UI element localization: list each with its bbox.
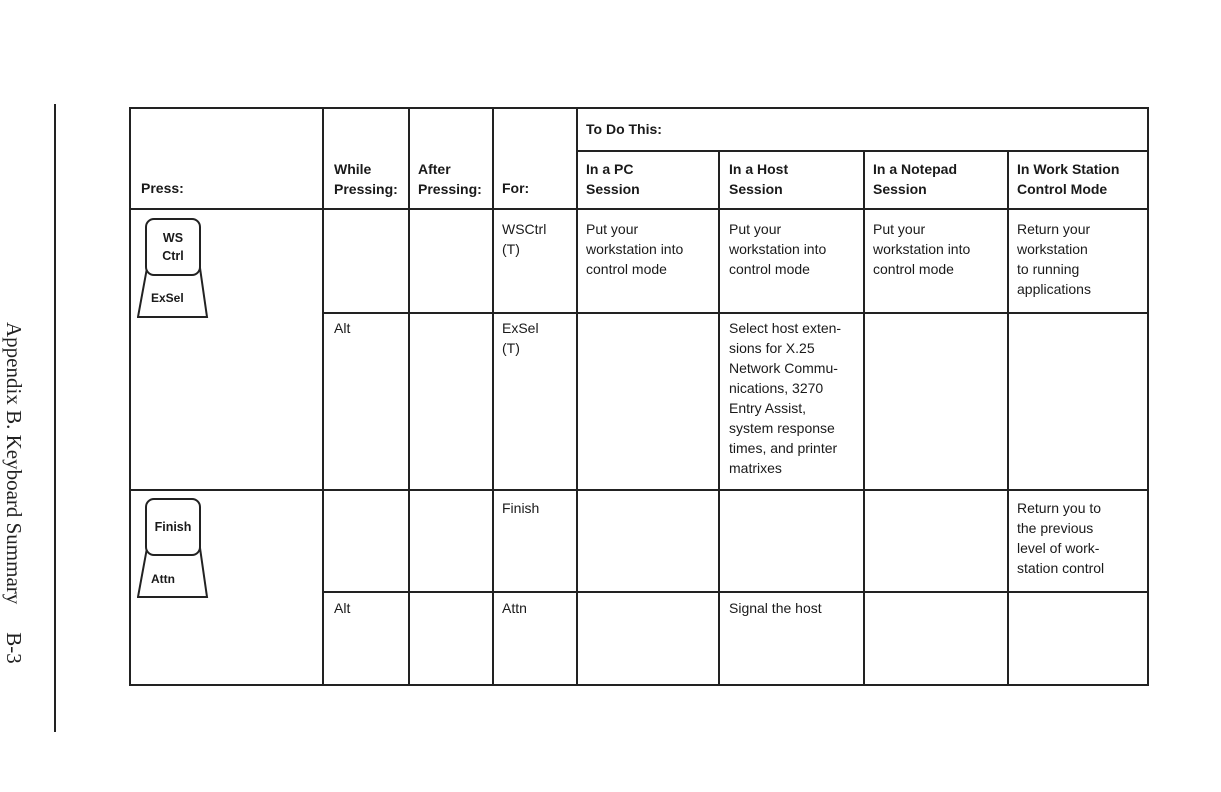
row2-for: ExSel (T) [502, 320, 539, 356]
col-divider [718, 151, 720, 684]
todo-header: To Do This: [586, 121, 662, 137]
row-divider [576, 150, 1147, 152]
row1-notepad: Put your workstation into control mode [873, 221, 971, 277]
row-divider [322, 312, 1147, 314]
col-divider [1007, 151, 1009, 684]
finish-key: Finish [145, 498, 201, 556]
row3-for: Finish [502, 500, 540, 516]
header-press: Press: [141, 180, 184, 196]
running-head-title: Appendix B. Keyboard Summary [2, 322, 26, 605]
side-rule [54, 104, 56, 732]
row1-ws: Return your workstation to running applications [1017, 221, 1091, 297]
row1-for: WSCtrl (T) [502, 221, 547, 257]
col-divider [408, 109, 410, 684]
header-notepad-session: In a Notepad Session [873, 161, 958, 197]
row-divider [131, 489, 1147, 491]
row1-host: Put your workstation into control mode [729, 221, 827, 277]
header-after-pressing: After Pressing: [418, 161, 482, 197]
col-divider [576, 109, 578, 684]
exsel-key-label: ExSel [151, 291, 184, 305]
col-divider [863, 151, 865, 684]
header-for: For: [502, 180, 530, 196]
col-divider [492, 109, 494, 684]
row4-while: Alt [334, 600, 351, 616]
attn-key-label: Attn [151, 572, 175, 586]
row2-while: Alt [334, 320, 351, 336]
row4-for: Attn [502, 600, 527, 616]
header-while-pressing: While Pressing: [334, 161, 398, 197]
header-pc-session: In a PC Session [586, 161, 640, 197]
row-divider [322, 591, 1147, 593]
header-ws-control-mode: In Work Station Control Mode [1017, 161, 1120, 197]
keyboard-summary-table [129, 107, 1149, 686]
page-number: B-3 [2, 632, 26, 664]
row2-host: Select host exten- sions for X.25 Network Commu- nications, 3270 Entry Assist, system response times, and printer matrixes [729, 320, 842, 476]
row4-host: Signal the host [729, 600, 822, 616]
header-host-session: In a Host Session [729, 161, 789, 197]
row-divider [131, 208, 1147, 210]
col-divider [322, 109, 324, 684]
row3-ws: Return you to the previous level of work- station control [1017, 500, 1105, 576]
running-head [1, 322, 26, 664]
ws-ctrl-key: WS Ctrl [145, 218, 201, 276]
row1-pc: Put your workstation into control mode [586, 221, 684, 277]
